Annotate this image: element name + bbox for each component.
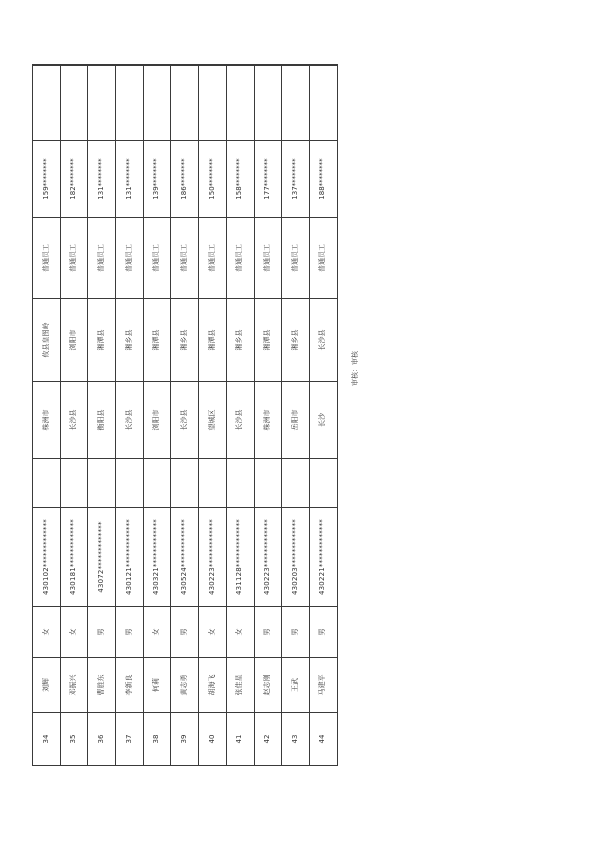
row-job: 普通员工 — [226, 218, 254, 299]
row-phone: 139******** — [143, 141, 171, 218]
row-id-number: 43072************* — [88, 508, 116, 607]
row-id-number: 430121************* — [116, 508, 144, 607]
row-organization — [226, 65, 254, 66]
row-blank — [60, 459, 88, 508]
row-phone: 186******** — [171, 141, 199, 218]
row-blank — [254, 459, 282, 508]
row-town: 湘乡县 — [171, 299, 199, 382]
row-job: 普通员工 — [143, 218, 171, 299]
row-organization — [60, 65, 88, 66]
row-place: 长沙县 — [226, 382, 254, 459]
row-id-number: 430181************* — [60, 508, 88, 607]
row-empty — [254, 66, 282, 141]
row-sex: 男 — [88, 607, 116, 658]
row-id-number: 430223************* — [199, 508, 227, 607]
row-seq: 38 — [143, 713, 171, 766]
row-seq: 34 — [33, 713, 61, 766]
row-place: 长沙县 — [116, 382, 144, 459]
row-name: 何莉 — [143, 658, 171, 713]
table-row — [88, 65, 116, 766]
table-row — [171, 65, 199, 766]
row-sex: 女 — [33, 607, 61, 658]
table-row — [199, 65, 227, 766]
row-job: 普通员工 — [60, 218, 88, 299]
row-seq: 36 — [88, 713, 116, 766]
row-name: 胡海飞 — [199, 658, 227, 713]
row-job: 普通员工 — [199, 218, 227, 299]
row-town: 湘潭县 — [254, 299, 282, 382]
row-id-number: 430203************* — [282, 508, 310, 607]
row-id-number: 430102************* — [33, 508, 61, 607]
row-town: 湘潭县 — [199, 299, 227, 382]
row-organization — [116, 65, 144, 66]
row-sex: 男 — [116, 607, 144, 658]
row-empty — [282, 66, 310, 141]
row-organization — [88, 65, 116, 66]
row-name: 马建平 — [309, 658, 337, 713]
row-job: 普通员工 — [116, 218, 144, 299]
row-job: 普通员工 — [171, 218, 199, 299]
personnel-table — [32, 64, 338, 766]
table-row — [254, 65, 282, 766]
row-place: 望城区 — [199, 382, 227, 459]
row-blank — [199, 459, 227, 508]
row-seq: 44 — [309, 713, 337, 766]
row-name: 张佳星 — [226, 658, 254, 713]
row-blank — [143, 459, 171, 508]
row-job: 普通员工 — [309, 218, 337, 299]
row-seq: 35 — [60, 713, 88, 766]
row-name: 曹胜东 — [88, 658, 116, 713]
table-row — [282, 65, 310, 766]
row-empty — [309, 66, 337, 141]
row-town: 湘乡县 — [282, 299, 310, 382]
table-row — [143, 65, 171, 766]
row-seq: 40 — [199, 713, 227, 766]
row-sex: 男 — [254, 607, 282, 658]
row-seq: 37 — [116, 713, 144, 766]
row-name: 李新良 — [116, 658, 144, 713]
row-name: 黄志勇 — [171, 658, 199, 713]
row-empty — [171, 66, 199, 141]
row-organization — [33, 65, 61, 66]
row-town: 湘乡县 — [116, 299, 144, 382]
row-town: 长沙县 — [309, 299, 337, 382]
table-row — [116, 65, 144, 766]
table-body — [33, 65, 338, 766]
row-phone: 158******** — [226, 141, 254, 218]
row-town: 湘潭县 — [143, 299, 171, 382]
row-organization — [199, 65, 227, 66]
row-name: 赵志刚 — [254, 658, 282, 713]
row-id-number: 430321************* — [143, 508, 171, 607]
row-place: 株洲市 — [33, 382, 61, 459]
row-place: 长沙 — [309, 382, 337, 459]
table-row — [33, 65, 61, 766]
row-place: 长沙县 — [171, 382, 199, 459]
row-empty — [143, 66, 171, 141]
row-organization — [254, 65, 282, 66]
row-seq: 41 — [226, 713, 254, 766]
row-organization — [282, 65, 310, 66]
row-empty — [88, 66, 116, 141]
row-empty — [226, 66, 254, 141]
row-town: 攸县皇图岭 — [33, 299, 61, 382]
row-place: 浏阳市 — [143, 382, 171, 459]
row-blank — [88, 459, 116, 508]
row-sex: 女 — [60, 607, 88, 658]
table-row — [60, 65, 88, 766]
table-row — [309, 65, 337, 766]
row-blank — [116, 459, 144, 508]
row-name: 邓振兴 — [60, 658, 88, 713]
row-organization — [143, 65, 171, 66]
row-name: 王武 — [282, 658, 310, 713]
row-empty — [116, 66, 144, 141]
table-sheet — [32, 64, 337, 766]
row-job: 普通员工 — [88, 218, 116, 299]
row-empty — [199, 66, 227, 141]
row-seq: 43 — [282, 713, 310, 766]
row-phone: 131******** — [88, 141, 116, 218]
row-town: 湘乡县 — [226, 299, 254, 382]
row-blank — [309, 459, 337, 508]
table-row — [226, 65, 254, 766]
row-sex: 男 — [282, 607, 310, 658]
row-sex: 女 — [199, 607, 227, 658]
row-place: 株洲市 — [254, 382, 282, 459]
row-id-number: 430223************* — [254, 508, 282, 607]
row-phone: 131******** — [116, 141, 144, 218]
row-seq: 39 — [171, 713, 199, 766]
row-job: 普通员工 — [33, 218, 61, 299]
row-place: 岳阳市 — [282, 382, 310, 459]
row-phone: 137******** — [282, 141, 310, 218]
row-blank — [282, 459, 310, 508]
row-empty — [60, 66, 88, 141]
row-blank — [33, 459, 61, 508]
row-phone: 150******** — [199, 141, 227, 218]
row-organization — [171, 65, 199, 66]
row-empty — [33, 66, 61, 141]
row-name: 刘辉 — [33, 658, 61, 713]
row-place: 长沙县 — [60, 382, 88, 459]
row-blank — [171, 459, 199, 508]
row-place: 衡阳县 — [88, 382, 116, 459]
row-phone: 159******** — [33, 141, 61, 218]
row-job: 普通员工 — [282, 218, 310, 299]
row-organization — [309, 65, 337, 66]
row-sex: 女 — [226, 607, 254, 658]
row-town: 湘潭县 — [88, 299, 116, 382]
row-seq: 42 — [254, 713, 282, 766]
row-id-number: 430221************* — [309, 508, 337, 607]
row-job: 普通员工 — [254, 218, 282, 299]
row-id-number: 431128************* — [226, 508, 254, 607]
row-sex: 女 — [143, 607, 171, 658]
row-id-number: 430524************* — [171, 508, 199, 607]
row-phone: 188******** — [309, 141, 337, 218]
row-town: 浏阳市 — [60, 299, 88, 382]
row-phone: 182******** — [60, 141, 88, 218]
row-blank — [226, 459, 254, 508]
row-sex: 男 — [309, 607, 337, 658]
row-phone: 177******** — [254, 141, 282, 218]
row-sex: 男 — [171, 607, 199, 658]
footer-note: 审核：审核 — [351, 351, 359, 386]
